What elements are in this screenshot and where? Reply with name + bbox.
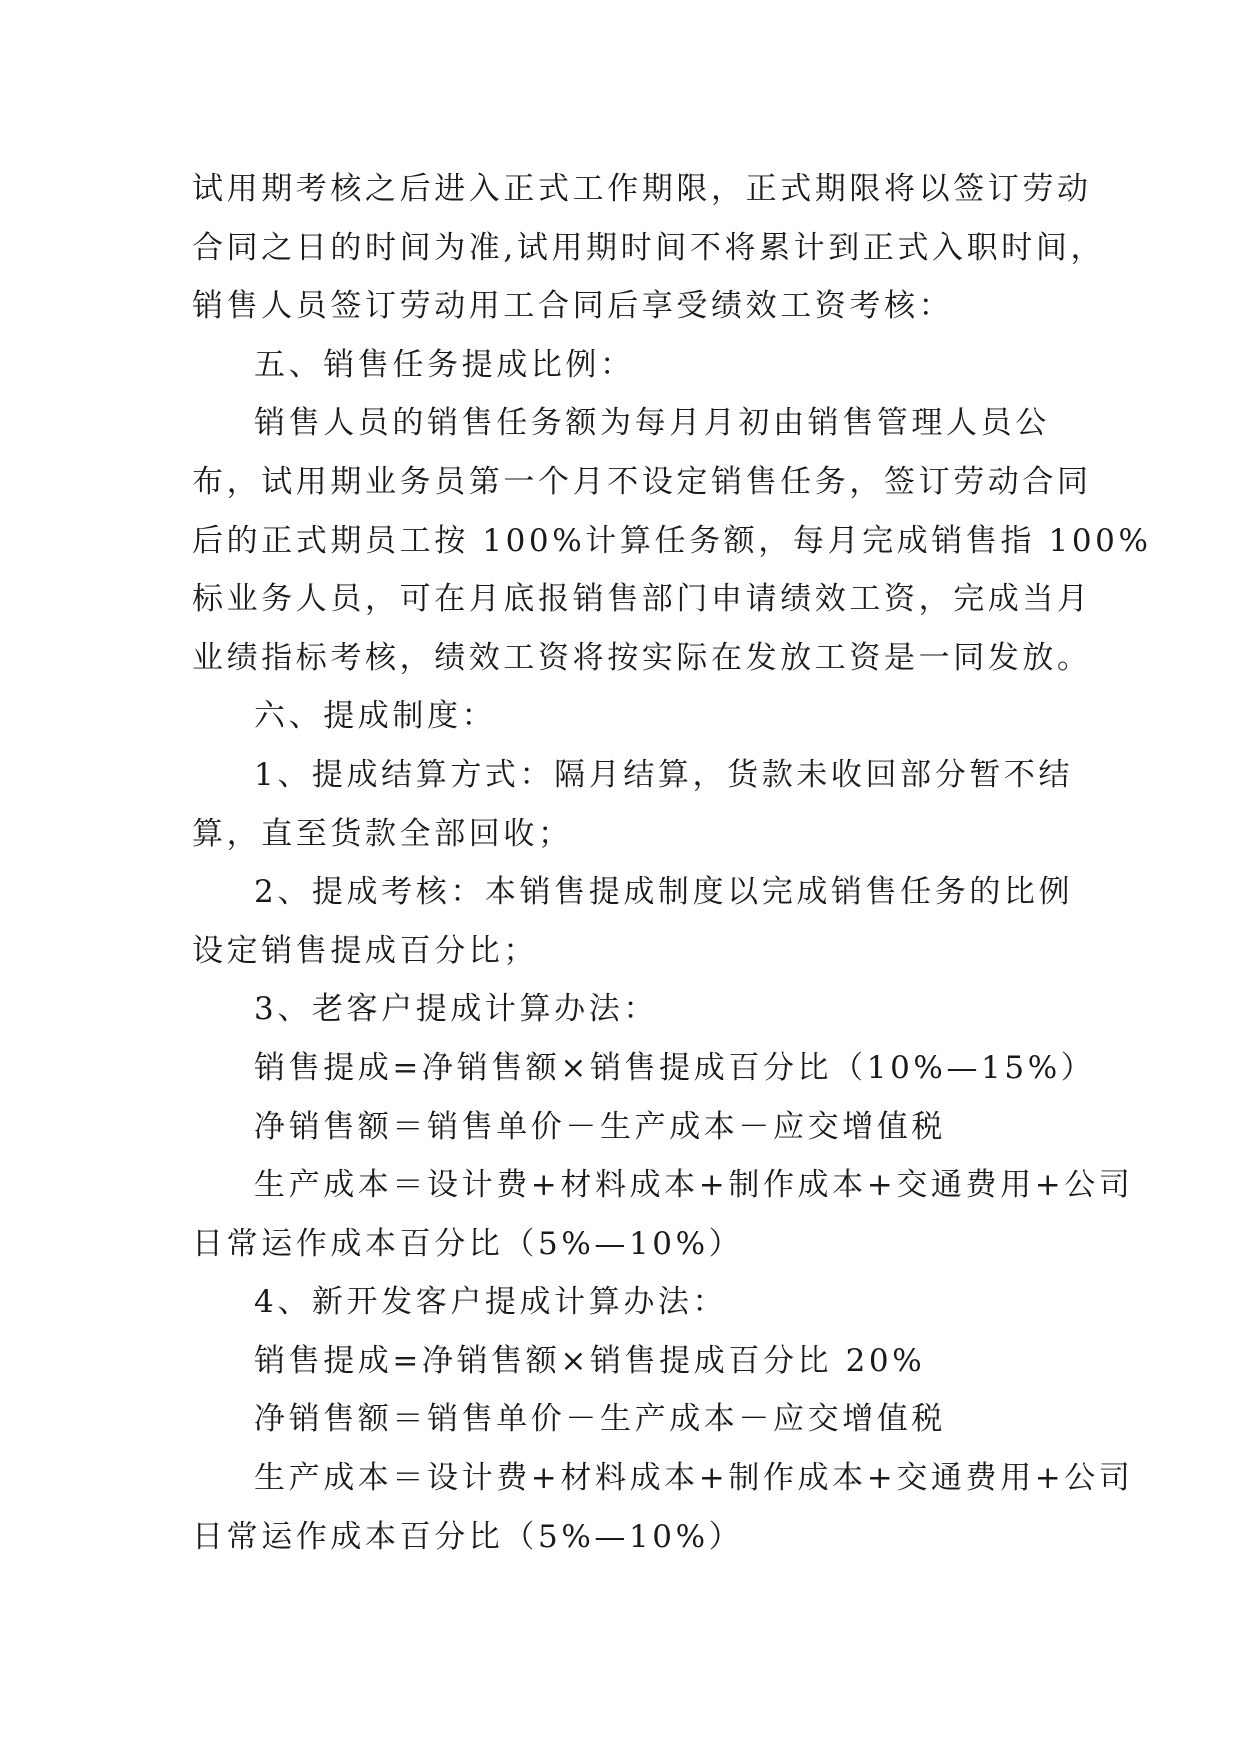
formula-line: 净销售额＝销售单价－生产成本－应交增值税 — [254, 1108, 946, 1145]
paragraph-line: 销售人员签订劳动用工合同后享受绩效工资考核： — [192, 288, 954, 325]
paragraph-line: 标业务人员，可在月底报销售部门申请绩效工资，完成当月 — [192, 581, 1092, 618]
paragraph-line: 销售人员的销售任务额为每月月初由销售管理人员公 — [254, 405, 1050, 442]
paragraph-line: 后的正式期员工按 100%计算任务额，每月完成销售指 100% — [192, 522, 1152, 559]
section-heading: 六、提成制度： — [254, 698, 497, 735]
formula-line: 销售提成=净销售额×销售提成百分比 20% — [254, 1342, 926, 1379]
paragraph-line: 布，试用期业务员第一个月不设定销售任务，签订劳动合同 — [192, 463, 1092, 500]
paragraph-line: 业绩指标考核，绩效工资将按实际在发放工资是一同发放。 — [192, 639, 1092, 676]
paragraph-line: 1、提成结算方式：隔月结算，货款未收回部分暂不结 — [254, 756, 1074, 793]
paragraph-line: 设定销售提成百分比； — [192, 932, 538, 969]
formula-line: 净销售额＝销售单价－生产成本－应交增值税 — [254, 1401, 946, 1438]
formula-line: 生产成本＝设计费+材料成本+制作成本+交通费用+公司 — [254, 1167, 1134, 1204]
paragraph-line: 3、老客户提成计算办法： — [254, 991, 658, 1028]
paragraph-line: 试用期考核之后进入正式工作期限，正式期限将以签订劳动 — [192, 171, 1092, 207]
document-body — [192, 160, 1152, 1566]
paragraph-line: 2、提成考核：本销售提成制度以完成销售任务的比例 — [254, 874, 1074, 911]
paragraph-line: 合同之日的时间为准,试用期时间不将累计到正式入职时间， — [192, 229, 1106, 266]
formula-line: 销售提成=净销售额×销售提成百分比（10%—15%） — [254, 1049, 1096, 1086]
section-heading: 五、销售任务提成比例： — [254, 346, 635, 383]
paragraph-line: 算，直至货款全部回收； — [192, 815, 573, 852]
formula-line: 日常运作成本百分比（5%—10%） — [192, 1225, 744, 1262]
formula-line: 日常运作成本百分比（5%—10%） — [192, 1518, 744, 1555]
formula-line: 生产成本＝设计费+材料成本+制作成本+交通费用+公司 — [254, 1460, 1134, 1497]
paragraph-line: 4、新开发客户提成计算办法： — [254, 1284, 728, 1321]
